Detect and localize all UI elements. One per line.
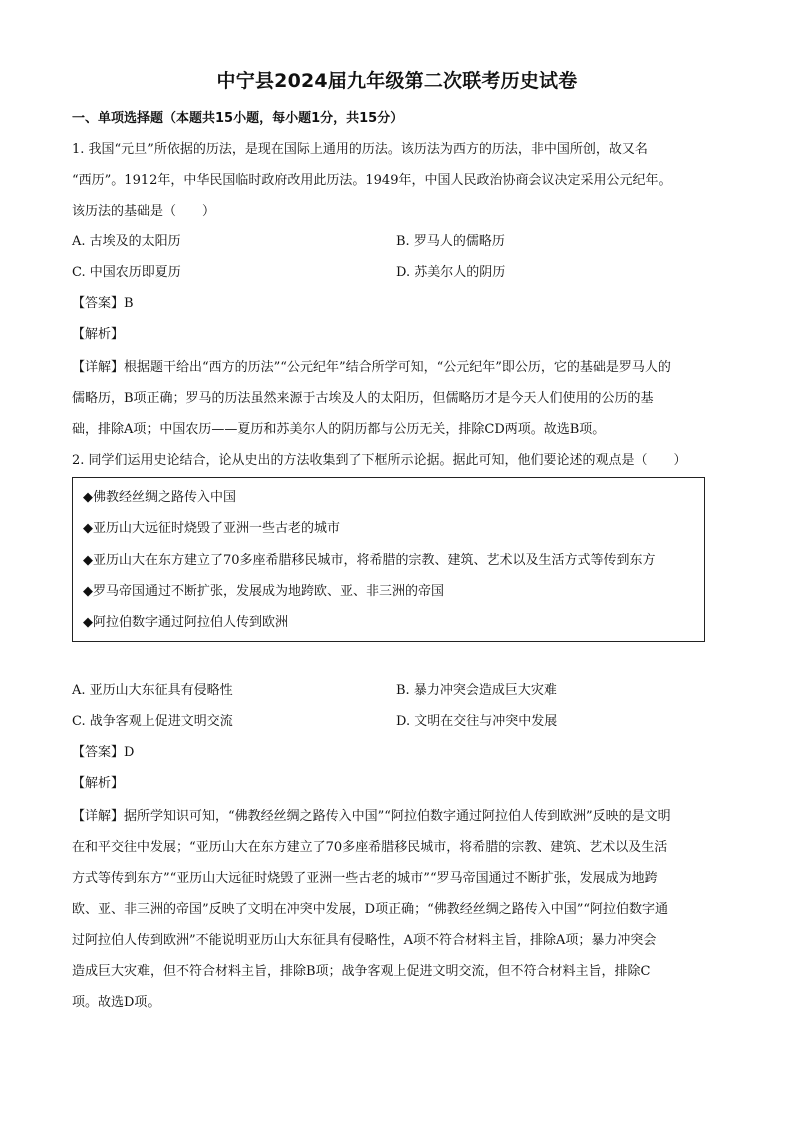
detail-line: 【详解】据所学知识可知，“佛教经丝绸之路传入中国”“阿拉伯数字通过阿拉伯人传到欧洲”反映的是文明 [72,809,671,824]
question-2-analysis-label: 【解析】 [72,776,125,791]
exam-title: 中宁县2024届九年级第二次联考历史试卷 [216,70,578,92]
question-2-answer [72,743,134,763]
question-1-line: 该历法的基础是（ ） [72,204,216,219]
evidence-item: ◆阿拉伯数字通过阿拉伯人传到欧洲 [83,615,288,630]
detail-line: 项。故选D项。 [72,995,161,1010]
detail-line: 过阿拉伯人传到欧洲”不能说明亚历山大东征具有侵略性，A项不符合材料主旨，排除A项；暴力冲突会 [72,933,657,948]
question-1-option-c: C. 中国农历即夏历 [72,265,181,280]
evidence-item: ◆亚历山大在东方建立了70多座希腊移民城市，将希腊的宗教、建筑、艺术以及生活方式等传到东方 [83,553,656,568]
evidence-box [72,477,705,642]
detail-line: 儒略历，B项正确；罗马的历法虽然来源于古埃及人的太阳历，但儒略历才是今天人们使用的公历的基 [72,391,654,406]
question-2-option-b: B. 暴力冲突会造成巨大灾难 [396,683,557,698]
question-1-stem [72,134,722,227]
question-2-option-a: A. 亚历山大东征具有侵略性 [72,683,233,698]
answer-label: 【答案】 [72,296,125,311]
evidence-item: ◆亚历山大远征时烧毁了亚洲一些古老的城市 [83,521,340,536]
question-2-option-d: D. 文明在交往与冲突中发展 [396,714,558,729]
question-2-stem [72,445,722,476]
detail-line: 【详解】根据题干给出“西方的历法”“公元纪年”结合所学可知，“公元纪年”即公历，它的基础是罗马人的 [72,360,671,375]
detail-line: 方式等传到东方”“亚历山大远征时烧毁了亚洲一些古老的城市”“罗马帝国通过不断扩张，发展成为地跨 [72,871,658,886]
evidence-item: ◆佛教经丝绸之路传入中国 [83,490,236,505]
question-2-detail [72,801,722,1018]
question-1-answer [72,294,134,314]
detail-line: 造成巨大灾难，但不符合材料主旨，排除B项；战争客观上促进文明交流，但不符合材料主旨，排除C [72,964,651,979]
detail-line: 在和平交往中发展；“亚历山大在东方建立了70多座希腊移民城市，将希腊的宗教、建筑、艺术以及生活 [72,840,668,855]
question-1-analysis-label: 【解析】 [72,327,125,342]
answer-value: D [124,745,135,760]
question-1-detail [72,352,722,445]
detail-line: 欧、亚、非三洲的帝国”反映了文明在冲突中发展，D项正确；“佛教经丝绸之路传入中国”“阿拉伯数字通 [72,902,669,917]
question-1-line: “西历”。1912年，中华民国临时政府改用此历法。1949年，中国人民政治协商会议决定采用公元纪年。 [72,173,672,188]
question-1-line: 1. 我国“元旦”所依据的历法，是现在国际上通用的历法。该历法为西方的历法，非中国所创，故又名 [72,142,648,157]
question-1-option-a: A. 古埃及的太阳历 [72,234,181,249]
question-2-line: 2. 同学们运用史论结合，论从史出的方法收集到了下框所示论据。据此可知，他们要论述的观点是（ ） [72,453,687,468]
answer-value: B [124,296,134,311]
evidence-item: ◆罗马帝国通过不断扩张，发展成为地跨欧、亚、非三洲的帝国 [83,584,444,599]
question-1-option-b: B. 罗马人的儒略历 [396,234,505,249]
answer-label: 【答案】 [72,745,125,760]
section-heading: 一、单项选择题（本题共15小题，每小题1分，共15分） [72,111,404,126]
detail-line: 础，排除A项；中国农历——夏历和苏美尔人的阴历都与公历无关，排除CD两项。故选B项。 [72,422,606,437]
question-2-option-c: C. 战争客观上促进文明交流 [72,714,233,729]
question-1-option-d: D. 苏美尔人的阴历 [396,265,506,280]
